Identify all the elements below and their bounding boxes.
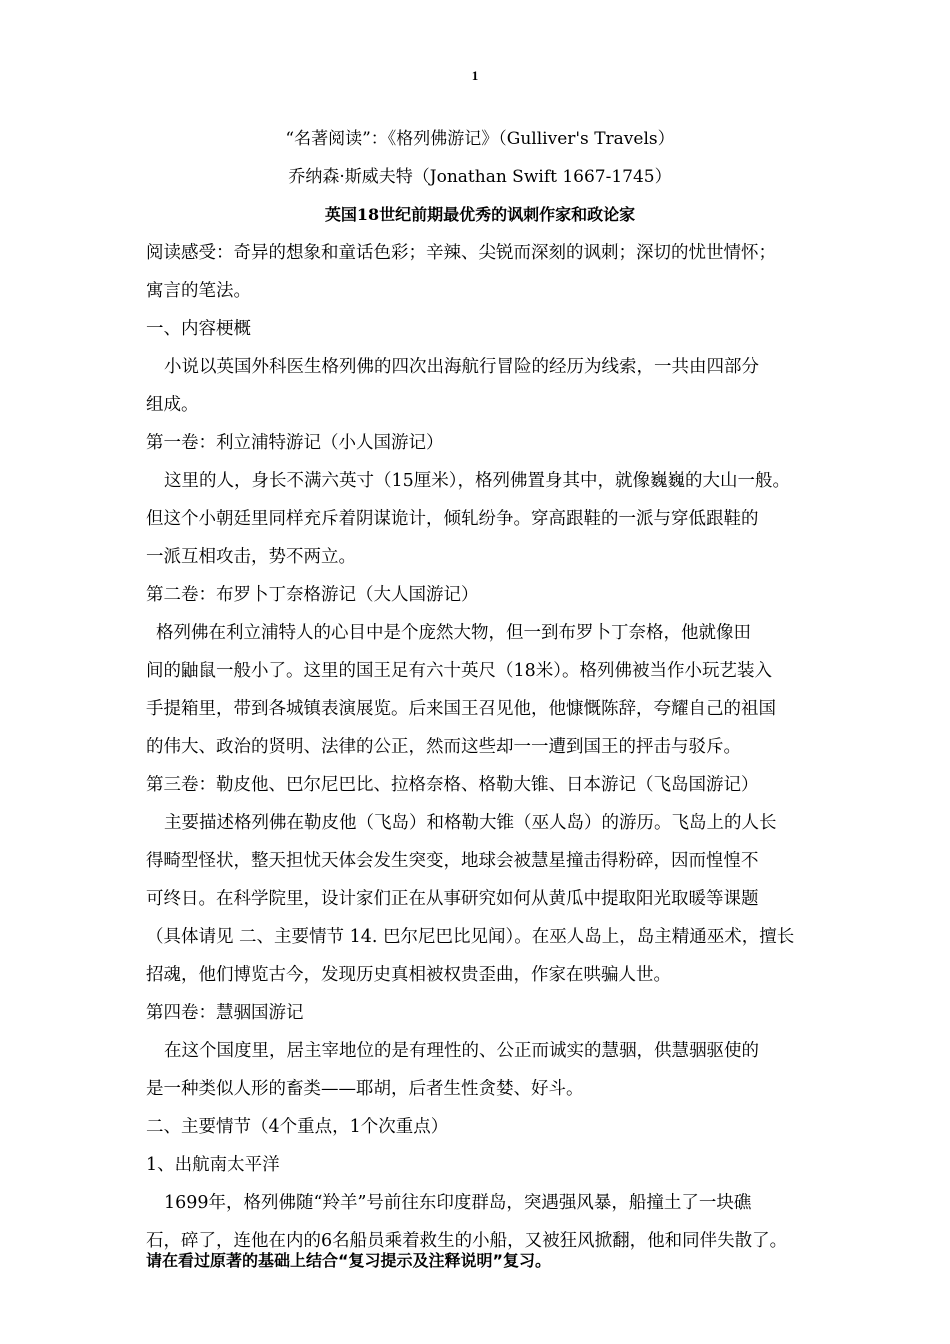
paragraph-line: （具体请见 二、主要情节 14. 巴尔尼巴比见闻）。在巫人岛上，岛主精通巫术，擅长 bbox=[146, 927, 795, 947]
paragraph-line: 得畸型怪状，整天担忧天体会发生突变，地球会被慧星撞击得粉碎，因而惶惶不 bbox=[146, 851, 759, 871]
reading-impression-line-2: 寓言的笔法。 bbox=[146, 281, 251, 301]
paragraph-line: 的伟大、政治的贤明、法律的公正，然而这些却一一遭到国王的抨击与驳斥。 bbox=[146, 737, 741, 757]
document-body bbox=[146, 120, 814, 1260]
footer-note: 请在看过原著的基础上结合“复习提示及注释说明”复习。 bbox=[146, 1251, 552, 1270]
paragraph-line: 石，碎了，连他在内的6名船员乘着救生的小船，又被狂风掀翻，他和同伴失散了。 bbox=[146, 1231, 788, 1251]
paragraph-line: 但这个小朝廷里同样充斥着阴谋诡计，倾轧纷争。穿高跟鞋的一派与穿低跟鞋的 bbox=[146, 509, 759, 529]
paragraph-line: 是一种类似人形的畜类——耶胡，后者生性贪婪、好斗。 bbox=[146, 1079, 584, 1099]
paragraph-line: 这里的人，身长不满六英寸（15厘米），格列佛置身其中，就像巍巍的大山一般。 bbox=[164, 471, 791, 491]
paragraph-line: 主要描述格列佛在勒皮他（飞岛）和格勒大锥（巫人岛）的游历。飞岛上的人长 bbox=[164, 813, 777, 833]
volume-title: 第二卷：布罗卜丁奈格游记（大人国游记） bbox=[146, 585, 479, 605]
section-heading: 一、内容梗概 bbox=[146, 319, 251, 339]
paragraph-line: 一派互相攻击，势不两立。 bbox=[146, 547, 356, 567]
volume-title: 第三卷：勒皮他、巴尔尼巴比、拉格奈格、格勒大锥、日本游记（飞岛国游记） bbox=[146, 775, 759, 795]
book-title: “名著阅读”：《格列佛游记》（Gulliver's Travels） bbox=[285, 129, 675, 149]
section-heading: 二、主要情节（4个重点，1个次重点） bbox=[146, 1117, 449, 1137]
author-description: 英国18世纪前期最优秀的讽刺作家和政论家 bbox=[324, 205, 636, 224]
paragraph-line: 1699年，格列佛随“羚羊”号前往东印度群岛，突遇强风暴，船撞土了一块礁 bbox=[164, 1193, 752, 1213]
paragraph-line: 小说以英国外科医生格列佛的四次出海航行冒险的经历为线索，一共由四部分 bbox=[164, 357, 759, 377]
volume-title: 第一卷：利立浦特游记（小人国游记） bbox=[146, 433, 444, 453]
paragraph-line: 间的鼬鼠一般小了。这里的国王足有六十英尺（18米）。格列佛被当作小玩艺装入 bbox=[146, 661, 773, 681]
paragraph-line: 招魂，他们博览古今，发现历史真相被权贵歪曲，作家在哄骗人世。 bbox=[146, 965, 671, 985]
paragraph-line: 组成。 bbox=[146, 395, 199, 415]
reading-impression-line-1: 阅读感受：奇异的想象和童话色彩；辛辣、尖锐而深刻的讽刺；深切的忧世情怀； bbox=[146, 243, 776, 263]
page-number: 1 bbox=[471, 68, 479, 83]
paragraph-line: 可终日。在科学院里，设计家们正在从事研究如何从黄瓜中提取阳光取暖等课题 bbox=[146, 889, 759, 909]
paragraph-line: 在这个国度里，居主宰地位的是有理性的、公正而诚实的慧骃，供慧骃驱使的 bbox=[164, 1041, 759, 1061]
item-title: 1、出航南太平洋 bbox=[146, 1155, 280, 1175]
author-line: 乔纳森·斯威夫特（Jonathan Swift 1667-1745） bbox=[288, 167, 672, 187]
paragraph-line: 格列佛在利立浦特人的心目中是个庞然大物，但一到布罗卜丁奈格，他就像田 bbox=[156, 623, 751, 643]
paragraph-line: 手提箱里，带到各城镇表演展览。后来国王召见他，他慷慨陈辞，夸耀自己的祖国 bbox=[146, 699, 776, 719]
volume-title: 第四卷：慧骃国游记 bbox=[146, 1003, 304, 1023]
